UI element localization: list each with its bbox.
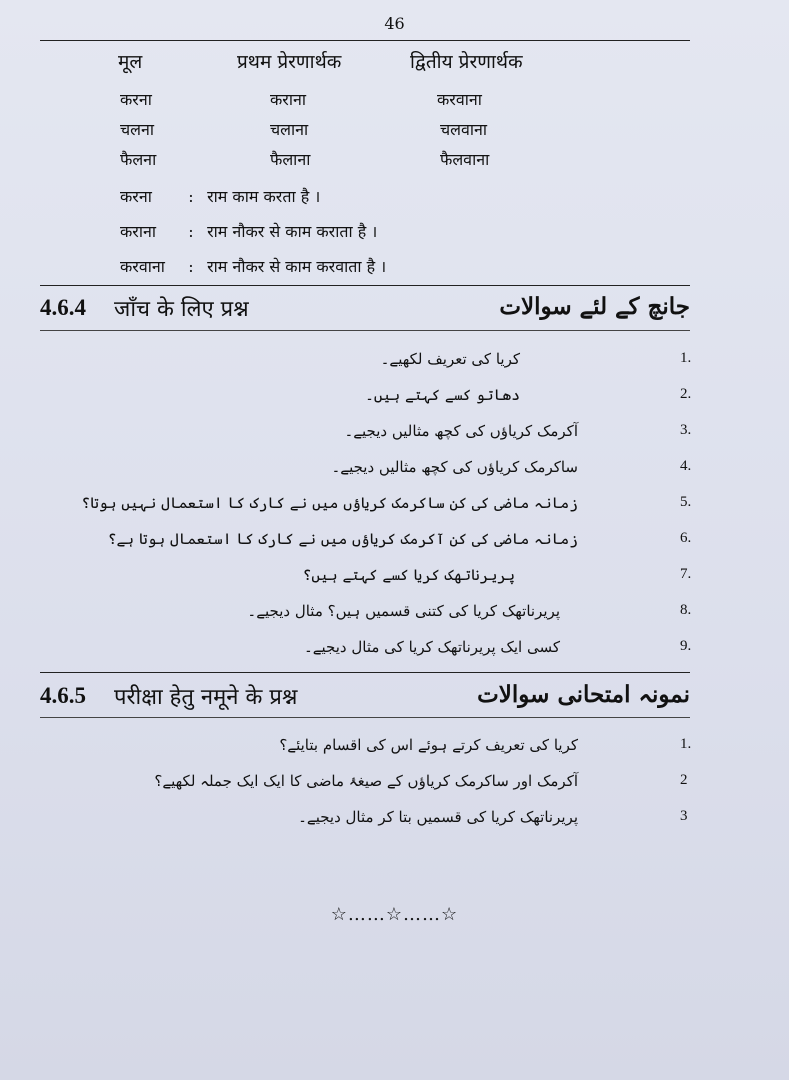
section-title-urdu: جانچ کے لئے سوالات [499, 293, 690, 320]
question-number: 5. [680, 494, 692, 510]
question-text: کریا کی تعریف لکھیے۔ [380, 350, 520, 368]
table-cell: फैलाना [270, 150, 311, 169]
question-item [0, 494, 690, 516]
table-header-second-causative: द्वितीय प्रेरणार्थक [410, 51, 523, 73]
question-number: 1. [680, 736, 692, 752]
example-word: करना [120, 187, 152, 206]
question-text: پریرناتھک کریا کی قسمیں بتا کر مثال دیجیے۔ [298, 808, 578, 826]
question-number: 1. [680, 350, 692, 366]
page-number: 46 [384, 14, 405, 33]
question-item [0, 808, 690, 830]
section-top-rule [40, 285, 690, 286]
example-word: कराना [120, 222, 157, 241]
table-cell: चलवाना [440, 120, 488, 139]
question-number: 6. [680, 530, 692, 546]
section-number: 4.6.4 [40, 295, 86, 320]
example-sentence: राम काम करता है । [207, 187, 321, 206]
table-header-root: मूल [118, 51, 143, 73]
example-line [120, 220, 377, 242]
end-of-chapter-mark: ☆……☆……☆ [330, 904, 459, 925]
question-text: ساکرمک کریاؤں کی کچھ مثالیں دیجیے۔ [331, 458, 578, 476]
top-rule [40, 40, 690, 41]
example-sentence: राम नौकर से काम करवाता है । [207, 257, 387, 276]
question-number: 2 [680, 772, 688, 788]
example-line [120, 255, 386, 277]
section-title-hindi: जाँच के लिए प्रश्न [114, 297, 249, 322]
question-item [0, 638, 690, 660]
question-item [0, 602, 690, 624]
question-item [0, 386, 690, 408]
section-top-rule [40, 672, 690, 673]
table-header-first-causative: प्रथम प्रेरणार्थक [237, 51, 342, 73]
question-number: 3 [680, 808, 688, 824]
question-number: 4. [680, 458, 692, 474]
question-item [0, 350, 690, 372]
section-heading [40, 683, 690, 719]
section-number: 4.6.5 [40, 683, 86, 708]
question-number: 2. [680, 386, 692, 402]
question-text: کسی ایک پریرناتھک کریا کی مثال دیجیے۔ [303, 638, 560, 656]
section-title-hindi: परीक्षा हेतु नमूने के प्रश्न [114, 685, 298, 710]
question-number: 8. [680, 602, 692, 618]
table-cell: करना [120, 90, 152, 109]
example-word: करवाना [120, 257, 165, 276]
table-cell: कराना [270, 90, 307, 109]
question-text: پریرناتھک کریا کسے کہتے ہیں؟ [302, 566, 515, 584]
table-cell: फैलना [120, 150, 157, 169]
question-item [0, 772, 690, 794]
example-separator: : [188, 222, 194, 241]
question-text: زمانہ ماضی کی کن ساکرمک کریاؤں میں نے کارک کا استعمال نہیں ہوتا؟ [81, 494, 578, 512]
question-text: آکرمک اور ساکرمک کریاؤں کے صیغۂ ماضی کا ایک ایک جملہ لکھیے؟ [154, 772, 578, 790]
example-line [120, 185, 320, 207]
question-text: زمانہ ماضی کی کن آکرمک کریاؤں میں نے کارک کا استعمال ہوتا ہے؟ [107, 530, 578, 548]
question-item [0, 736, 690, 758]
question-item [0, 422, 690, 444]
question-item [0, 458, 690, 480]
question-item [0, 530, 690, 552]
section-bottom-rule [40, 330, 690, 331]
example-separator: : [188, 257, 194, 276]
question-text: دھاتو کسے کہتے ہیں۔ [365, 386, 520, 404]
question-text: پریرناتھک کریا کی کتنی قسمیں ہیں؟ مثال دیجیے۔ [247, 602, 560, 620]
table-cell: चलना [120, 120, 155, 139]
question-item [0, 566, 690, 588]
section-title-urdu: نمونہ امتحانی سوالات [477, 681, 690, 708]
question-number: 9. [680, 638, 692, 654]
section-heading [40, 295, 690, 331]
example-sentence: राम नौकर से काम कराता है । [207, 222, 378, 241]
question-number: 3. [680, 422, 692, 438]
question-text: آکرمک کریاؤں کی کچھ مثالیں دیجیے۔ [344, 422, 578, 440]
table-cell: करवाना [437, 90, 482, 109]
example-separator: : [188, 187, 194, 206]
question-text: کریا کی تعریف کرتے ہوئے اس کی اقسام بتایئے؟ [279, 736, 578, 754]
question-number: 7. [680, 566, 692, 582]
table-cell: फैलवाना [440, 150, 490, 169]
table-cell: चलाना [270, 120, 309, 139]
section-bottom-rule [40, 717, 690, 718]
